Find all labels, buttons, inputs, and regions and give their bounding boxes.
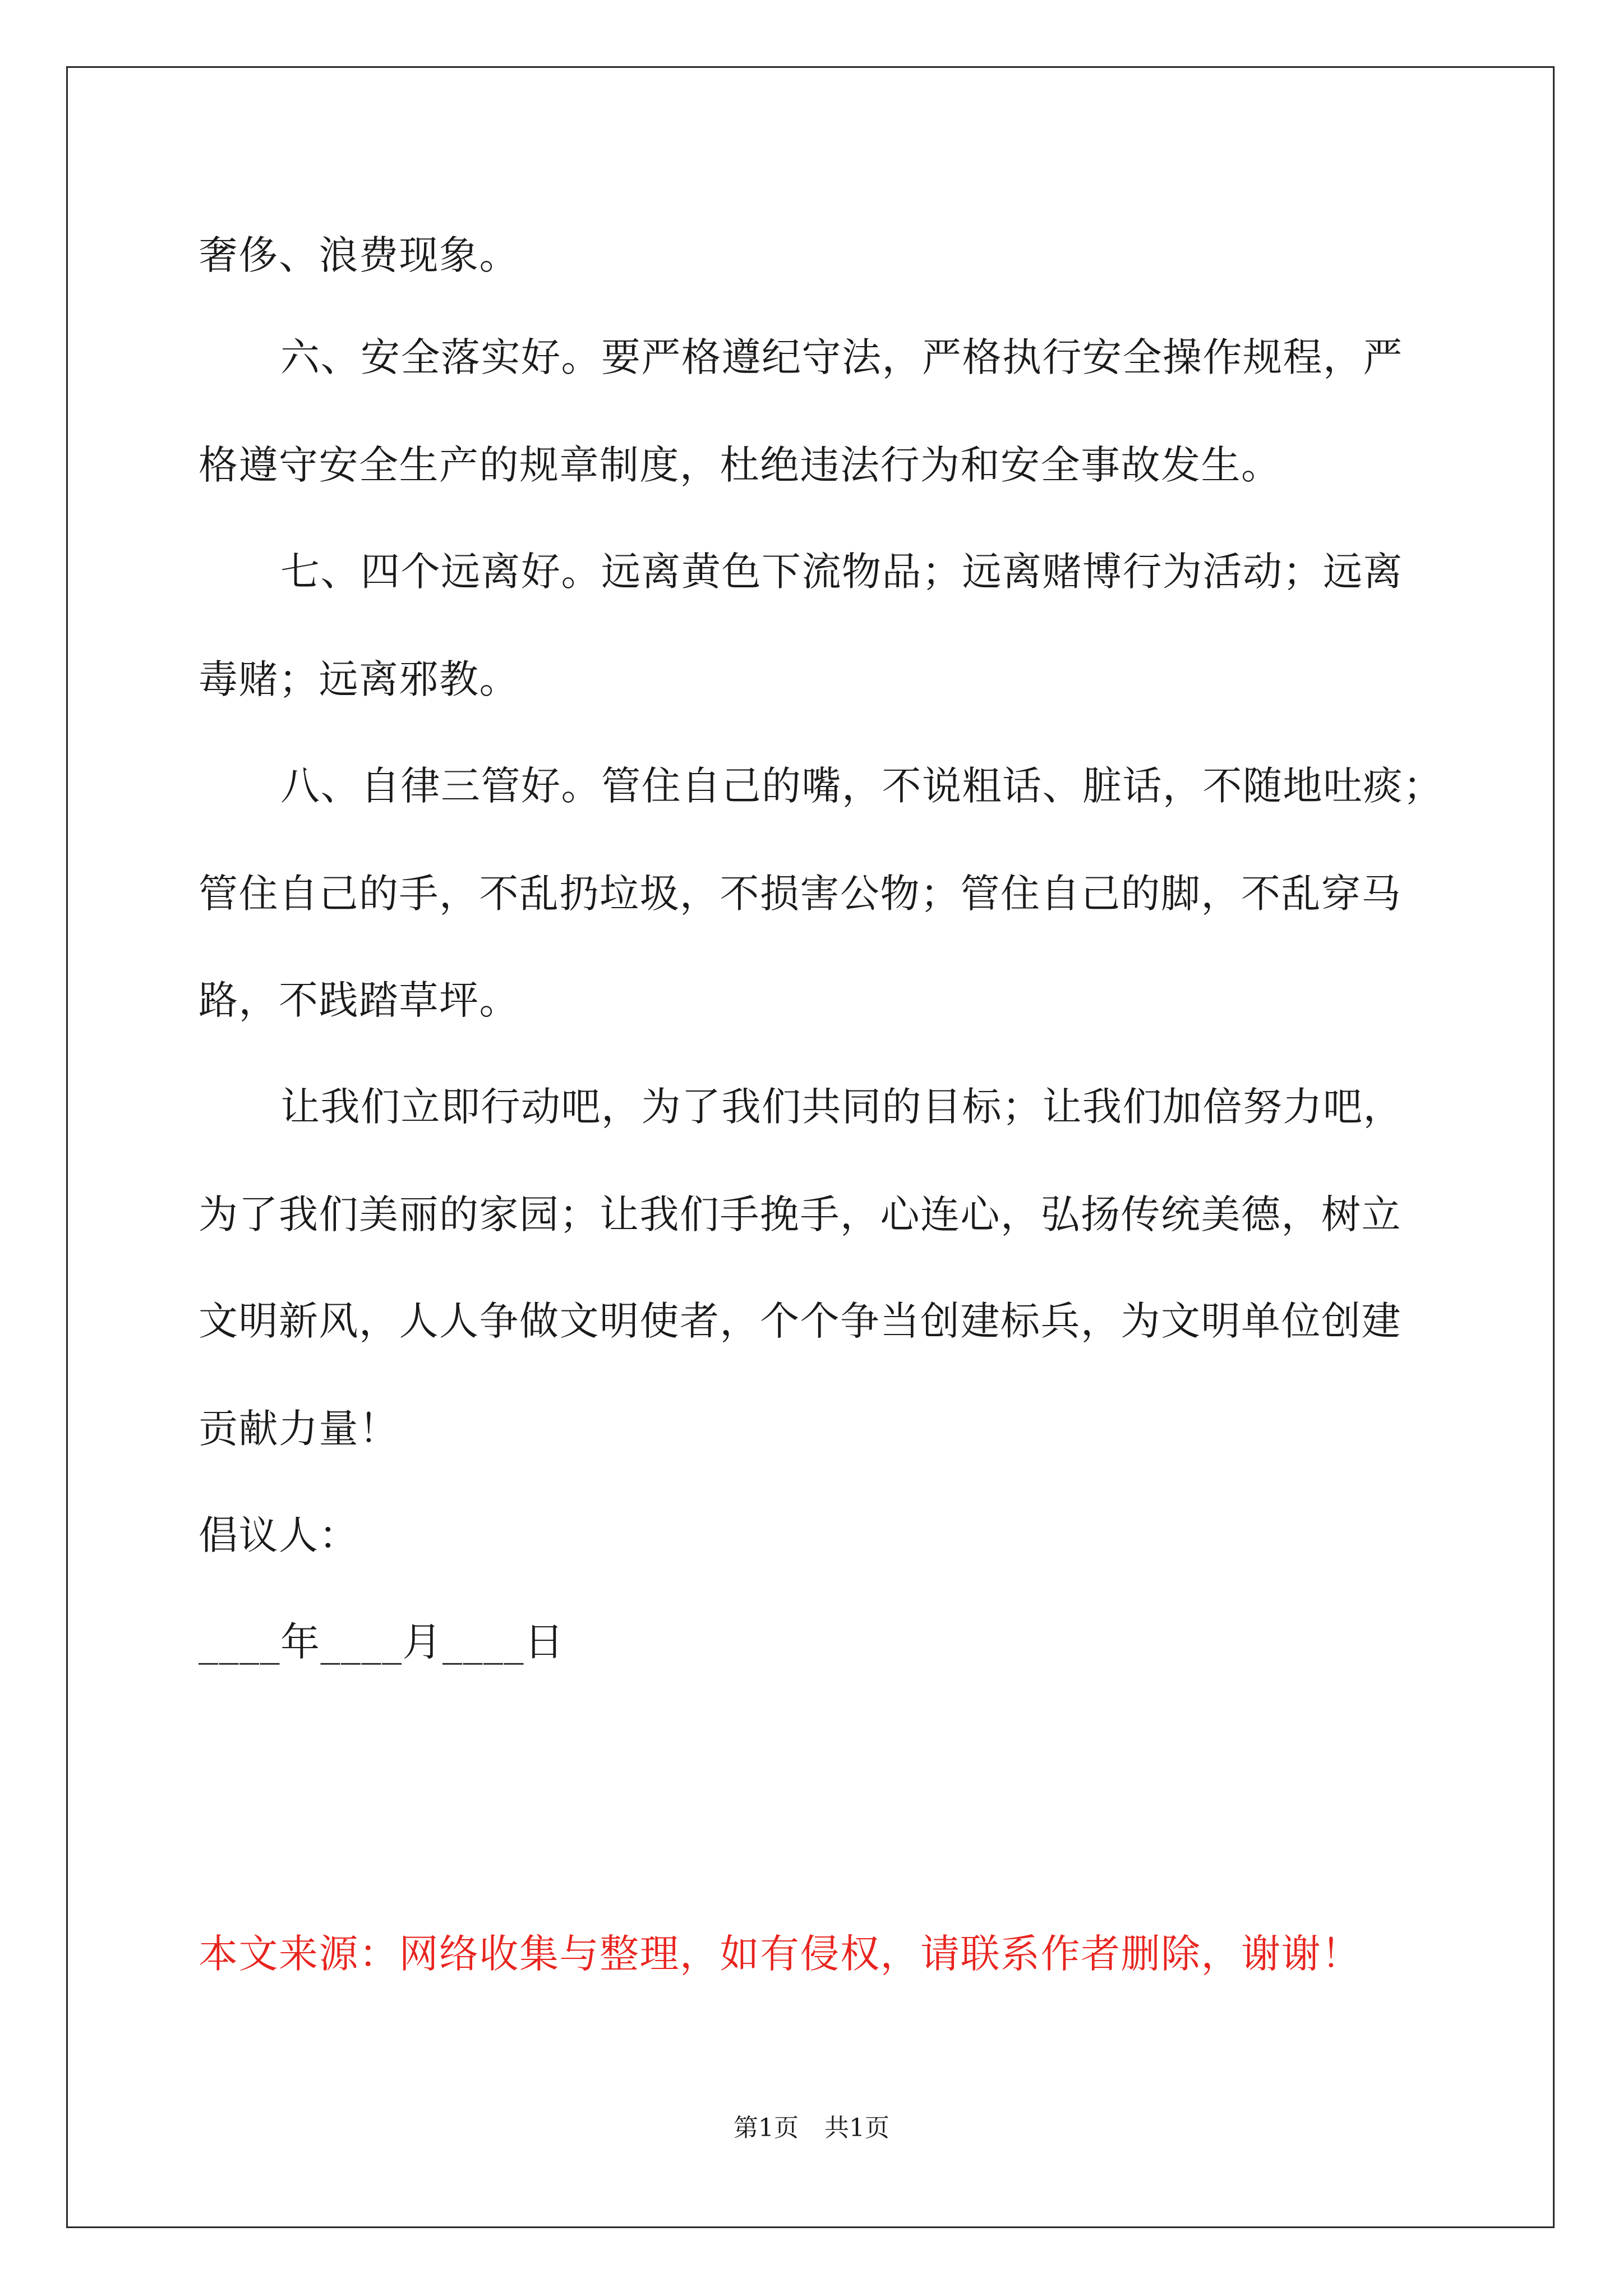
signatory-label: 倡议人： (199, 1512, 359, 1558)
paragraph-6-line-2: 格遵守安全生产的规章制度，杜绝违法行为和安全事故发生。 (199, 442, 1281, 488)
page-footer (0, 2111, 1623, 2145)
page-number: 第1页 (734, 2114, 799, 2142)
source-disclaimer: 本文来源：网络收集与整理，如有侵权，请联系作者删除，谢谢！ (199, 1931, 1362, 1977)
page-border (66, 66, 1555, 2228)
page-total: 共1页 (824, 2114, 889, 2142)
closing-line-4: 贡献力量！ (199, 1406, 399, 1452)
closing-line-1: 让我们立即行动吧，为了我们共同的目标；让我们加倍努力吧， (280, 1084, 1403, 1130)
paragraph-8-line-2: 管住自己的手，不乱扔垃圾，不损害公物；管住自己的脚，不乱穿马 (199, 871, 1401, 917)
date-blank-line: ____年____月____日 (199, 1619, 565, 1665)
paragraph-8-line-1: 八、自律三管好。管住自己的嘴，不说粗话、脏话，不随地吐痰； (280, 763, 1444, 809)
paragraph-8-line-3: 路，不践踏草坪。 (199, 977, 519, 1023)
text-line-1: 奢侈、浪费现象。 (199, 232, 519, 278)
closing-line-3: 文明新风，人人争做文明使者，个个争当创建标兵，为文明单位创建 (199, 1298, 1401, 1344)
paragraph-6-line-1: 六、安全落实好。要严格遵纪守法，严格执行安全操作规程，严 (280, 334, 1403, 380)
paragraph-7-line-1: 七、四个远离好。远离黄色下流物品；远离赌博行为活动；远离 (280, 549, 1403, 595)
paragraph-7-line-2: 毒赌；远离邪教。 (199, 656, 519, 702)
closing-line-2: 为了我们美丽的家园；让我们手挽手，心连心，弘扬传统美德，树立 (199, 1191, 1401, 1237)
